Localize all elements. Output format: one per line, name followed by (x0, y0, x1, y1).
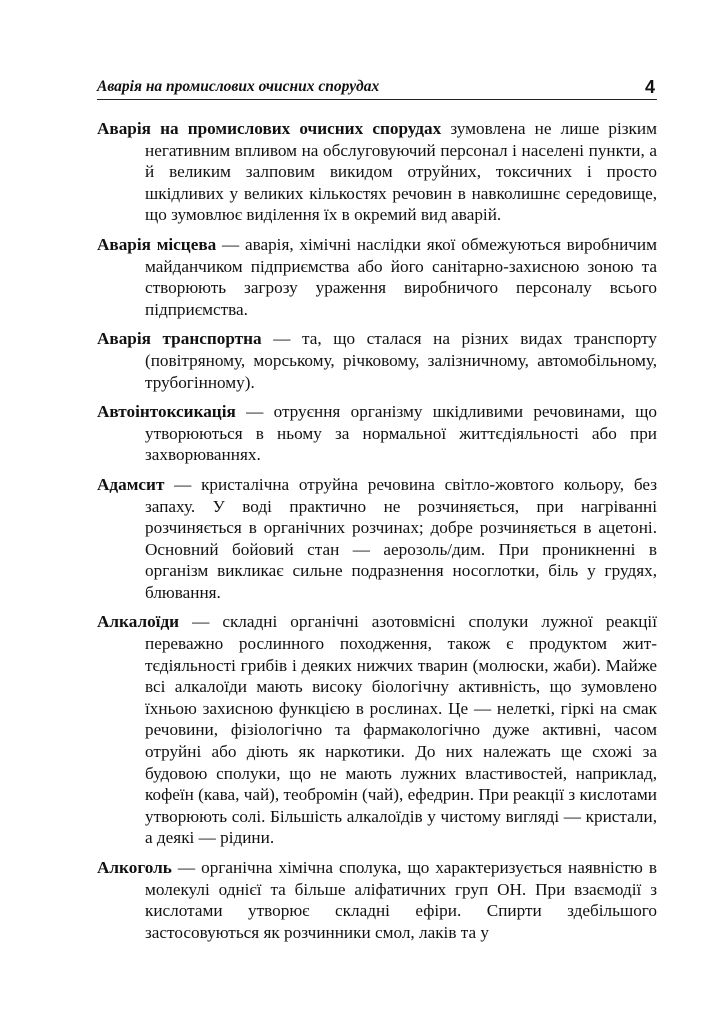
page-number: 4 (644, 77, 655, 97)
dictionary-entries (97, 118, 657, 951)
dictionary-entry (97, 328, 657, 393)
entry-term: Алкоголь (97, 858, 172, 877)
entry-term: Аварія місцева (97, 234, 217, 254)
entry-term: Аварія транспортна (97, 329, 262, 349)
dictionary-entry (97, 474, 657, 604)
entry-term: Автоінтоксикація (97, 402, 236, 422)
running-title: Аварія на промислових очисних спорудах (97, 78, 380, 95)
entry-definition: — аварія, хімічні наслідки якої обмежуються виробничим майданчиком підприємства або його санітарно-захисною зоною та створюють загрозу ураження виробничого персоналу всього підприємства. (145, 234, 657, 319)
dictionary-entry (97, 857, 657, 943)
running-header (97, 75, 657, 100)
entry-definition: — органічна хімічна сполука, що характеризується наявністю в молекулі однієї та більше аліфатичних груп ОН. При взаємодії з кислотами утворює складні ефіри. Спирти здебільшого застосовуються як розчинники смол, лаків та у (145, 858, 657, 942)
entry-definition: — та, що сталася на різних видах транспорту (повітряному, морському, річковому, залізничному, автомобільному, трубогінному). (145, 329, 657, 392)
entry-definition: — отруєння організму шкідливими речовинами, що утворюються в ньому за нормальної життєдіяльності або при захворюваннях. (145, 402, 657, 465)
dictionary-entry (97, 118, 657, 226)
entry-definition: — складні органічні азотовмісні сполуки лужної реакції переважно рослинного походження, також є продуктом життєдіяльності грибів і деяких нижчих тварин (молюски, жаби). Майже всі алкалоїди мають високу біологічну активність, що зумовлено їхньою захисною функцією в рослинах. Це — нелеткі, гіркі на смак речовини, фізіологічно та фармакологічно дуже активні, часом отруйні або діють як наркотики. До них належать ще схожі за будовою сполуки, що не мають лужних властивостей, наприклад, кофеїн (кава, чай), теобромін (чай), ефедрин. При реакції з кислотами утворюють солі. Більшість алкалоїдів у чистому вигляді — кристали, а деякі — рідини. (145, 612, 657, 848)
entry-term: Адамсит (97, 474, 165, 494)
entry-definition: — кристалічна отруйна речовина світло-жовтого кольору, без запаху. У воді практично не розчиняється, при нагріванні розчиняється в органічних розчинах; добре розчиняється в ацетоні. Основний бойовий стан — аерозоль/дим. При проникненні в організм викликає сильне подразнення носоглотки, біль у грудях, блювання. (145, 474, 657, 602)
dictionary-entry (97, 234, 657, 320)
entry-definition: зумовлена не лише різким негативним впливом на обслуговуючий персонал і населені пункти, а й великим залповим викидом отруйних, токсичних і просто шкідливих у великих кількостях речовин в навколишнє середовище, що зумовлює виділення їх в окремий вид аварій. (145, 119, 657, 225)
entry-term: Аварія на промислових очисних спорудах (97, 119, 442, 138)
entry-term: Алкалоїди (97, 612, 180, 632)
dictionary-entry (97, 611, 657, 849)
dictionary-entry (97, 401, 657, 466)
